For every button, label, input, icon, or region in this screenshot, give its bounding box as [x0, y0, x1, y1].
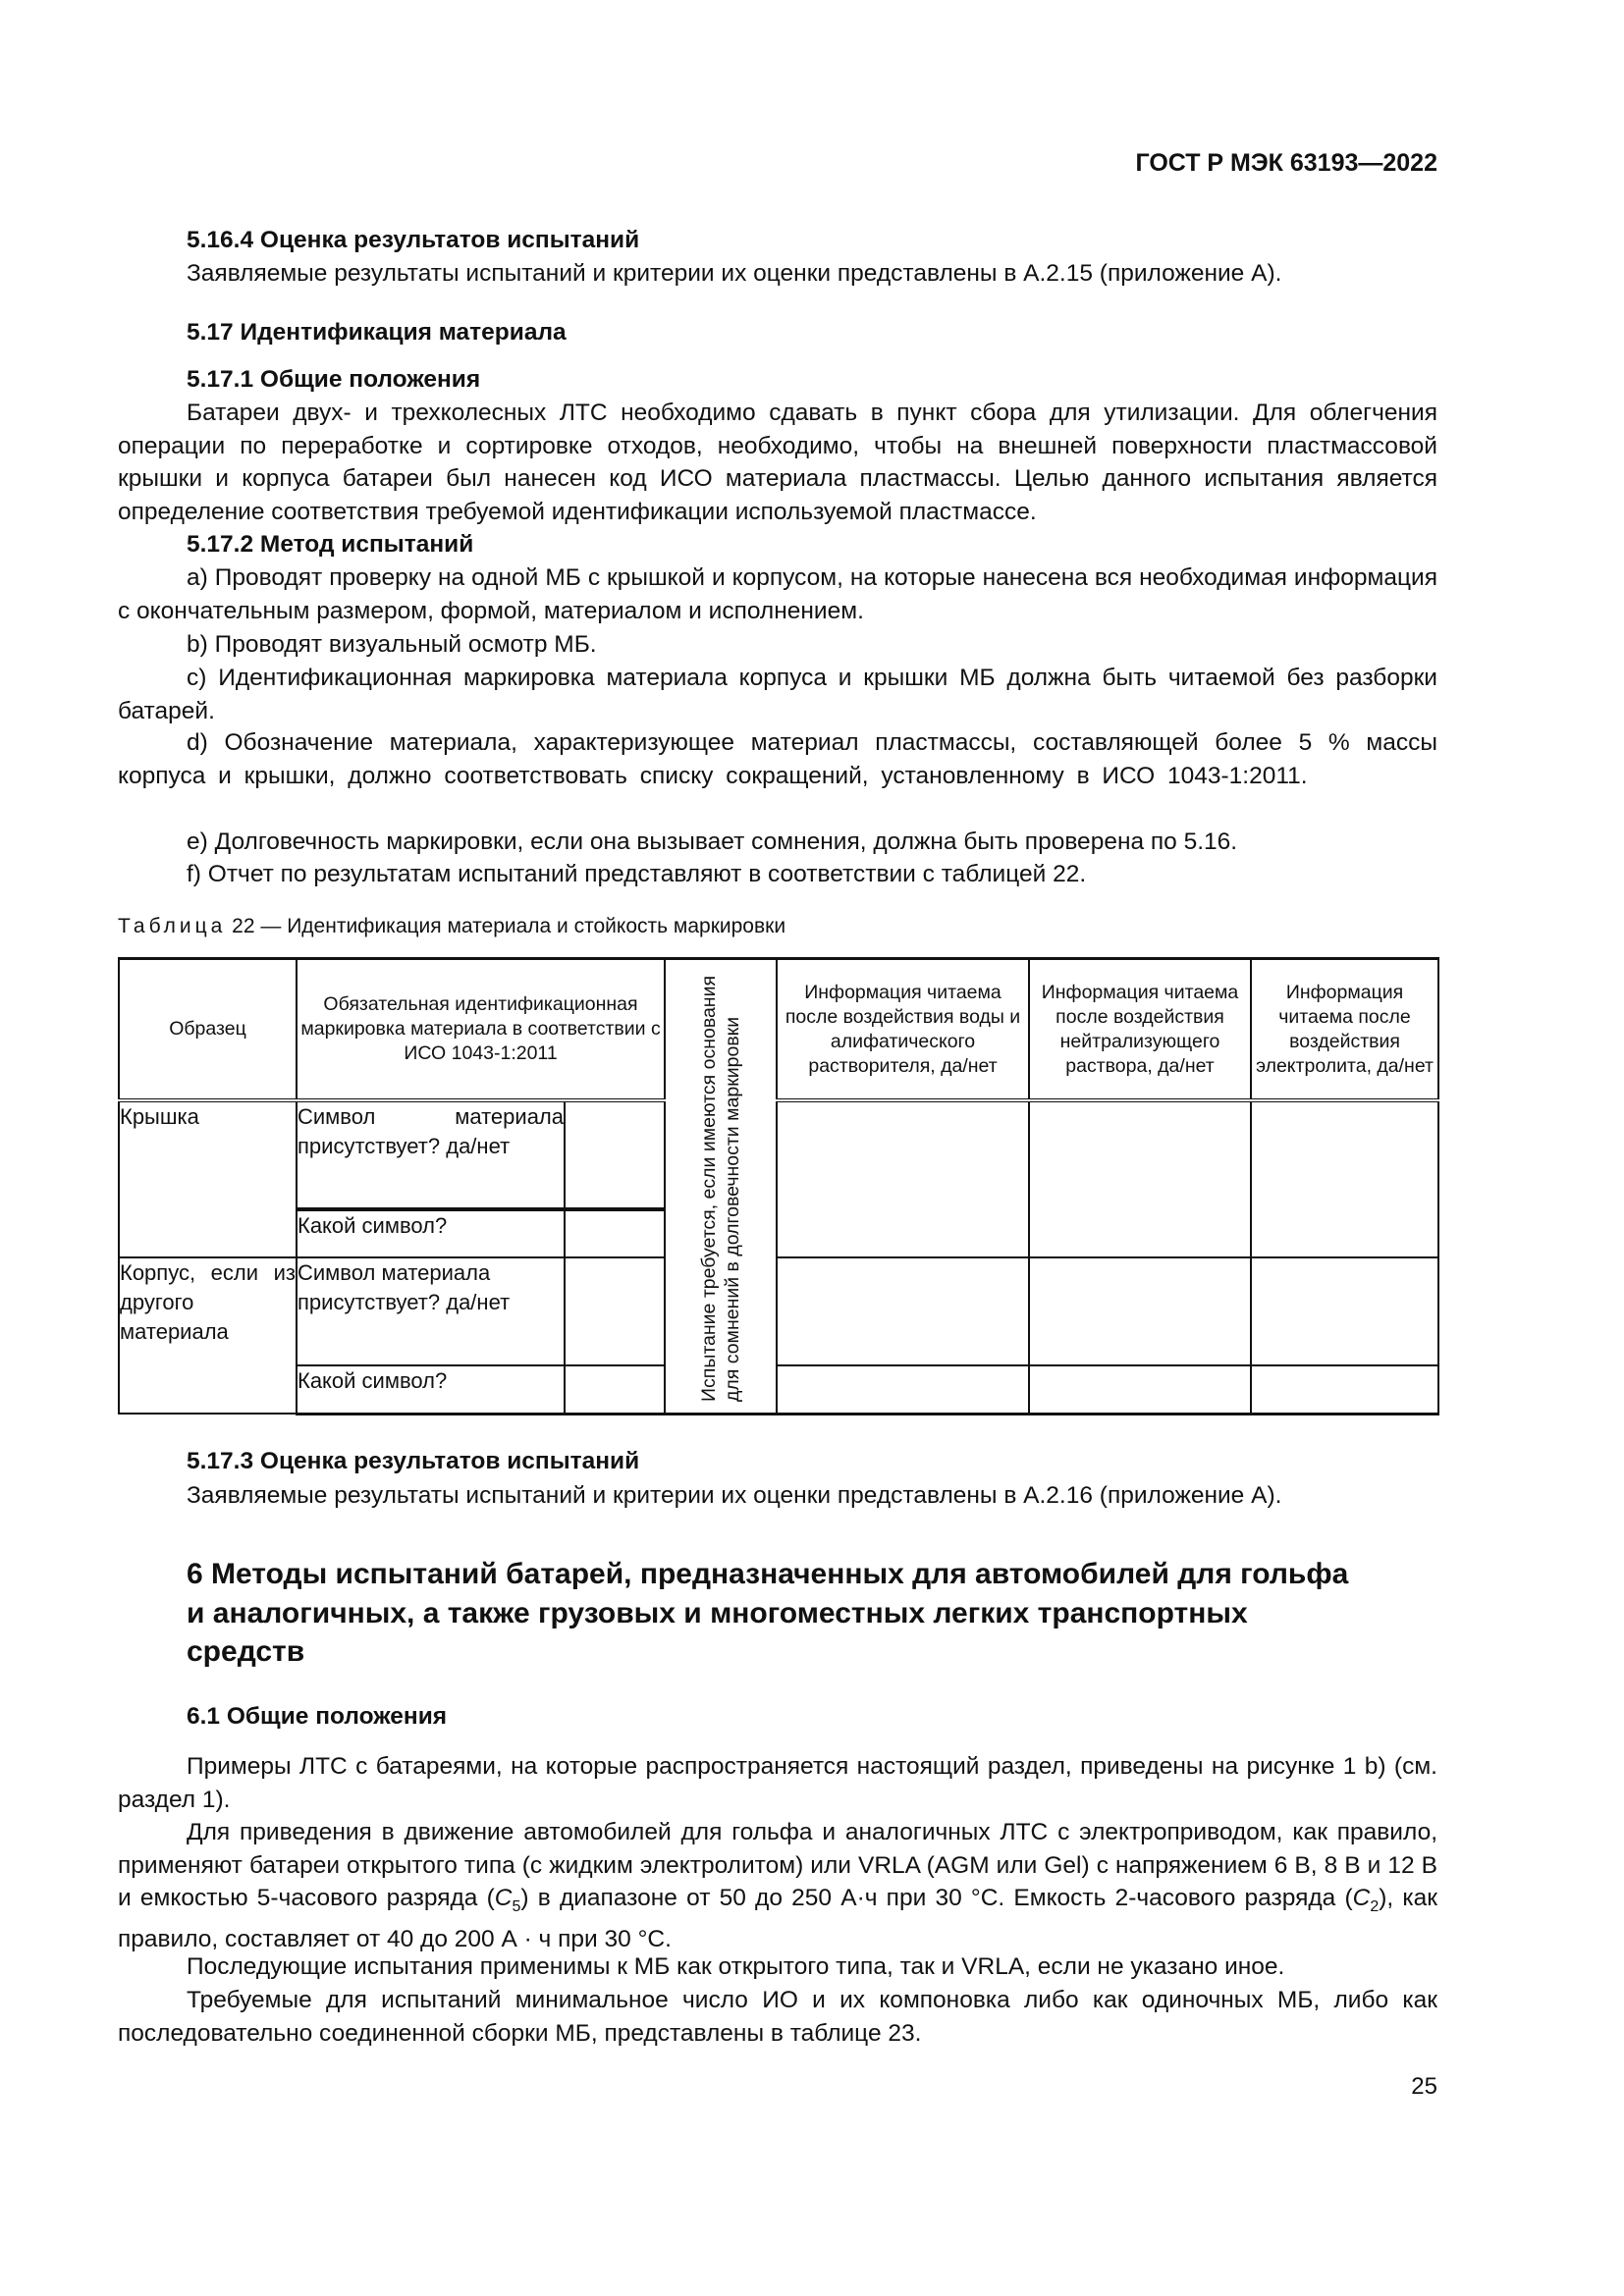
- header-durability-test: [665, 959, 777, 1415]
- paragraph-5-17-3: Заявляемые результаты испытаний и критерии их оценки представлены в А.2.16 (приложение А).: [187, 1482, 1282, 1509]
- c2-symbol: C: [1352, 1885, 1371, 1911]
- table-row: [119, 1257, 1438, 1365]
- c5-subscript: 5: [512, 1897, 521, 1915]
- sample-lid: Крышка: [119, 1100, 297, 1257]
- empty-cell: [1251, 1365, 1438, 1414]
- table-header-row: [119, 959, 1438, 1101]
- empty-cell: [1029, 1365, 1251, 1414]
- heading-section-6: 6 Методы испытаний батарей, предназначенных для автомобилей для гольфа и аналогичных, а также грузовых и многоместных легких транспортных средств: [187, 1558, 1349, 1668]
- paragraph-6-1-1: Примеры ЛТС с батареями, на которые распространяется настоящий раздел, приведены на рисунке 1 b) (см. раздел 1).: [118, 1753, 1437, 1813]
- header-electrolyte: Информация читаема после воздействия электролита, да/нет: [1251, 959, 1438, 1101]
- list-item-d: d) Обозначение материала, характеризующее материал пластмассы, составляющей более 5 % массы корпуса и крышки, должно соответствовать списку сокращений, установленному в ИСО 1043-1:2011.: [118, 729, 1437, 789]
- c2-subscript: 2: [1370, 1897, 1380, 1915]
- paragraph-5-17-1: Батареи двух- и трехколесных ЛТС необходимо сдавать в пункт сбора для утилизации. Для облегчения операции по переработке и сортировке отходов, необходимо, чтобы на внешней поверхности пластмассовой крышки и корпуса батареи был нанесен код ИСО материала пластмассы. Целью данного испытания является определение соответствия требуемой идентификации используемой пластмассе.: [118, 400, 1437, 525]
- symbol-present-question: Символ материала присутствует? да/нет: [297, 1100, 565, 1209]
- empty-cell: [1029, 1257, 1251, 1365]
- empty-cell: [777, 1365, 1029, 1414]
- heading-5-17-2: 5.17.2 Метод испытаний: [187, 531, 474, 558]
- p2-part: Для приведения в движение автомобилей для гольфа и аналогичных ЛТС с электроприводом, как правило, применяют батареи открытого типа (с жидким электролитом) или VRLA (AGM или Gel) с напряжением 6 В, 8 В и 12 В и емкостью 5-часового разряда (: [118, 1819, 1437, 1911]
- table-caption: [118, 915, 785, 938]
- paragraph-6-1-2: [118, 1816, 1437, 1956]
- which-symbol-question: Какой символ?: [297, 1209, 565, 1257]
- list-item-a: a) Проводят проверку на одной МБ с крышкой и корпусом, на которые нанесена вся необходимая информация с окончательным размером, формой, материалом и исполнением.: [118, 564, 1437, 624]
- heading-5-17: 5.17 Идентификация материала: [187, 319, 567, 346]
- header-water-solvent: Информация читаема после воздействия воды и алифатического растворителя, да/нет: [777, 959, 1029, 1101]
- heading-5-17-1: 5.17.1 Общие положения: [187, 366, 481, 393]
- which-symbol-question: Какой символ?: [297, 1365, 565, 1414]
- c5-symbol: C: [494, 1885, 513, 1911]
- list-item-e: e) Долговечность маркировки, если она вызывает сомнения, должна быть проверена по 5.16.: [187, 828, 1238, 855]
- empty-cell: [777, 1257, 1029, 1365]
- empty-cell: [1029, 1100, 1251, 1257]
- empty-cell: [565, 1209, 665, 1257]
- caption-label: Таблица: [118, 915, 227, 937]
- sample-case: Корпус, если из другого материала: [119, 1257, 297, 1414]
- empty-cell: [777, 1100, 1029, 1257]
- page-number: 25: [1411, 2073, 1437, 2100]
- paragraph-5-16-4: Заявляемые результаты испытаний и критерии их оценки представлены в А.2.15 (приложение А).: [187, 260, 1282, 287]
- caption-text: 22 — Идентификация материала и стойкость маркировки: [226, 915, 786, 937]
- p2-part: ) в диапазоне от 50 до 250 А·ч при 30 °С. Емкость 2-часового разряда (: [520, 1885, 1353, 1911]
- table-row: [119, 1100, 1438, 1209]
- symbol-present-question: Символ материала присутствует? да/нет: [297, 1257, 565, 1365]
- header-mandatory-marking: Обязательная идентификационная маркировка материала в соответствии с ИСО 1043-1:2011: [297, 959, 665, 1101]
- paragraph-6-1-4: Требуемые для испытаний минимальное число ИО и их компоновка либо как одиночных МБ, либо как последовательно соединенной сборки МБ, представлены в таблице 23.: [118, 1987, 1437, 2047]
- empty-cell: [565, 1257, 665, 1365]
- heading-5-16-4: 5.16.4 Оценка результатов испытаний: [187, 227, 640, 253]
- header-neutralizing: Информация читаема после воздействия нейтрализующего раствора, да/нет: [1029, 959, 1251, 1101]
- empty-cell: [1251, 1257, 1438, 1365]
- durability-test-text: Испытание требуется, если имеются основания для сомнений в долговечности маркировки: [698, 976, 744, 1403]
- empty-cell: [1251, 1100, 1438, 1257]
- list-item-b: b) Проводят визуальный осмотр МБ.: [187, 631, 597, 658]
- empty-cell: [565, 1365, 665, 1414]
- empty-cell: [565, 1100, 665, 1209]
- paragraph-6-1-3: Последующие испытания применимы к МБ как открытого типа, так и VRLA, если не указано иное.: [187, 1953, 1285, 1980]
- document-id-header: ГОСТ Р МЭК 63193—2022: [1135, 149, 1437, 177]
- p2-part: ), как правило, составляет от 40 до 200 А · ч при 30 °С.: [118, 1885, 1437, 1953]
- heading-5-17-3: 5.17.3 Оценка результатов испытаний: [187, 1448, 640, 1474]
- header-sample: Образец: [119, 959, 297, 1101]
- list-item-c: c) Идентификационная маркировка материала корпуса и крышки МБ должна быть читаемой без разборки батарей.: [118, 665, 1437, 724]
- heading-6-1: 6.1 Общие положения: [187, 1703, 448, 1730]
- table-row: [119, 1365, 1438, 1414]
- material-identification-table: [118, 957, 1439, 1415]
- list-item-f: f) Отчет по результатам испытаний представляют в соответствии с таблицей 22.: [187, 861, 1087, 887]
